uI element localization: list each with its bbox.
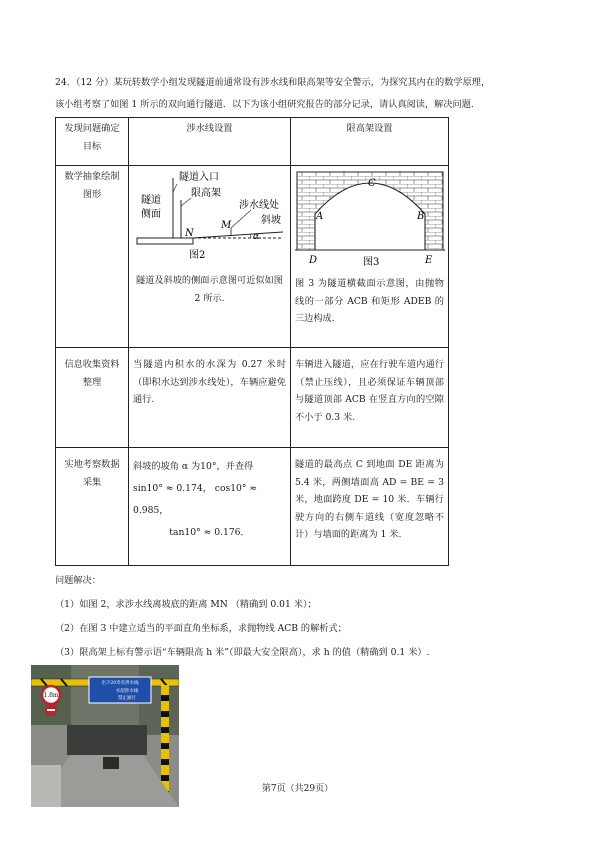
- fig2-label-water-line: 涉水线处: [239, 200, 279, 211]
- fig3-label-e: E: [425, 255, 433, 266]
- report-table: [55, 117, 449, 566]
- fig2-label-height-frame: 限高架: [191, 188, 221, 199]
- tan-value-line: tan10° ≈ 0.176．: [169, 527, 250, 538]
- trig-values-line: sin10° ≈ 0.174， cos10° ≈ 0.985，: [133, 483, 258, 516]
- fig2-label-side-1: 隧道: [141, 195, 161, 206]
- slope-data-cell: [129, 448, 291, 566]
- fig2-label-alpha: α: [253, 232, 260, 242]
- header-water-line: 涉水线设置: [129, 118, 291, 166]
- fig3-label-d: D: [309, 255, 318, 266]
- problems-heading: 问题解决：: [55, 575, 101, 586]
- fig3-label-c: C: [368, 178, 376, 189]
- question-2: （2）在图 3 中建立适当的平面直角坐标系，求抛物线 ACB 的解析式；: [55, 623, 347, 634]
- intro-line-2: 该小组考察了如图 1 所示的双向通行隧道．以下为该小组研究报告的部分记录，请认真阅读，解决问题．: [55, 99, 481, 110]
- fig2-label-m: M: [221, 220, 232, 231]
- fig3-label-b: B: [417, 211, 425, 222]
- photo-sign-height: 1.8m: [43, 692, 59, 699]
- fig3-cell: [291, 166, 449, 348]
- row-label-field-data: 实地考察数据采集: [56, 448, 129, 566]
- fig3-caption: 图3: [363, 257, 380, 266]
- fig2-label-entrance: 隧道入口: [179, 172, 219, 183]
- question-3: （3）限高架上标有警示语“车辆限高 h 米”（即最大安全限高），求 h 的值（精确到 0.1 米）.: [55, 647, 430, 658]
- row-label-info: 信息收集资料整理: [56, 348, 129, 448]
- tunnel-data-text: 隧道的最高点 C 到地面 DE 距离为 5.4 米，两侧墙面高 AD = BE = 3 米，地面跨度 DE = 10 米．车辆行驶方向的右侧车道线（宽度忽略不计）与墙面的距离为 1 米.: [291, 448, 449, 566]
- photo-sign-line-3: 禁止通行: [118, 696, 136, 701]
- fig3-description: 图 3 为隧道横截面示意图，由抛物线的一部分 ACB 和矩形 ADEB 的三边构成.: [295, 278, 444, 324]
- row-label-abstraction: 数学抽象绘制图形: [56, 166, 129, 348]
- slope-angle-text: 斜坡的坡角 α 为10°，并查得: [133, 461, 254, 472]
- water-info-text: 当隧道内积水的水深为 0.27 米时（即积水达到涉水线处），车辆应避免通行.: [129, 348, 291, 448]
- figure-3-diagram: [295, 168, 445, 266]
- photo-sign-line-1: 出下20米有涉水线: [101, 681, 139, 686]
- fig2-label-side-2: 侧面: [141, 209, 161, 220]
- fig3-label-a: A: [316, 211, 324, 222]
- page-footer: 第7页（共29页）: [261, 784, 334, 794]
- height-info-text: 车辆进入隧道，应在行驶车道内通行（禁止压线），且必须保证车辆顶部与隧道顶部 ACB 在竖直方向的空隙不小于 0.3 米.: [291, 348, 449, 448]
- header-goal: 发现问题确定目标: [56, 118, 129, 166]
- intro-line-1: 24．（12 分）某玩转数学小组发现隧道前通常设有涉水线和限高架等安全警示，为探究其内在的数学原理，: [55, 77, 491, 88]
- fig2-caption: 图2: [189, 250, 206, 261]
- question-1: （1）如图 2，求涉水线离坡底的距离 MN （精确到 0.01 米）；: [55, 599, 317, 610]
- fig2-cell: [129, 166, 291, 348]
- fig2-description: 隧道及斜坡的侧面示意图可近似如图 2 所示.: [136, 275, 283, 304]
- figure-2-diagram: [133, 168, 285, 263]
- photo-sign-line-2: 水超涉水线: [115, 689, 139, 694]
- fig2-label-n: N: [185, 228, 194, 239]
- header-height-limit: 限高架设置: [291, 118, 449, 166]
- fig2-label-slope: 斜坡: [261, 215, 281, 226]
